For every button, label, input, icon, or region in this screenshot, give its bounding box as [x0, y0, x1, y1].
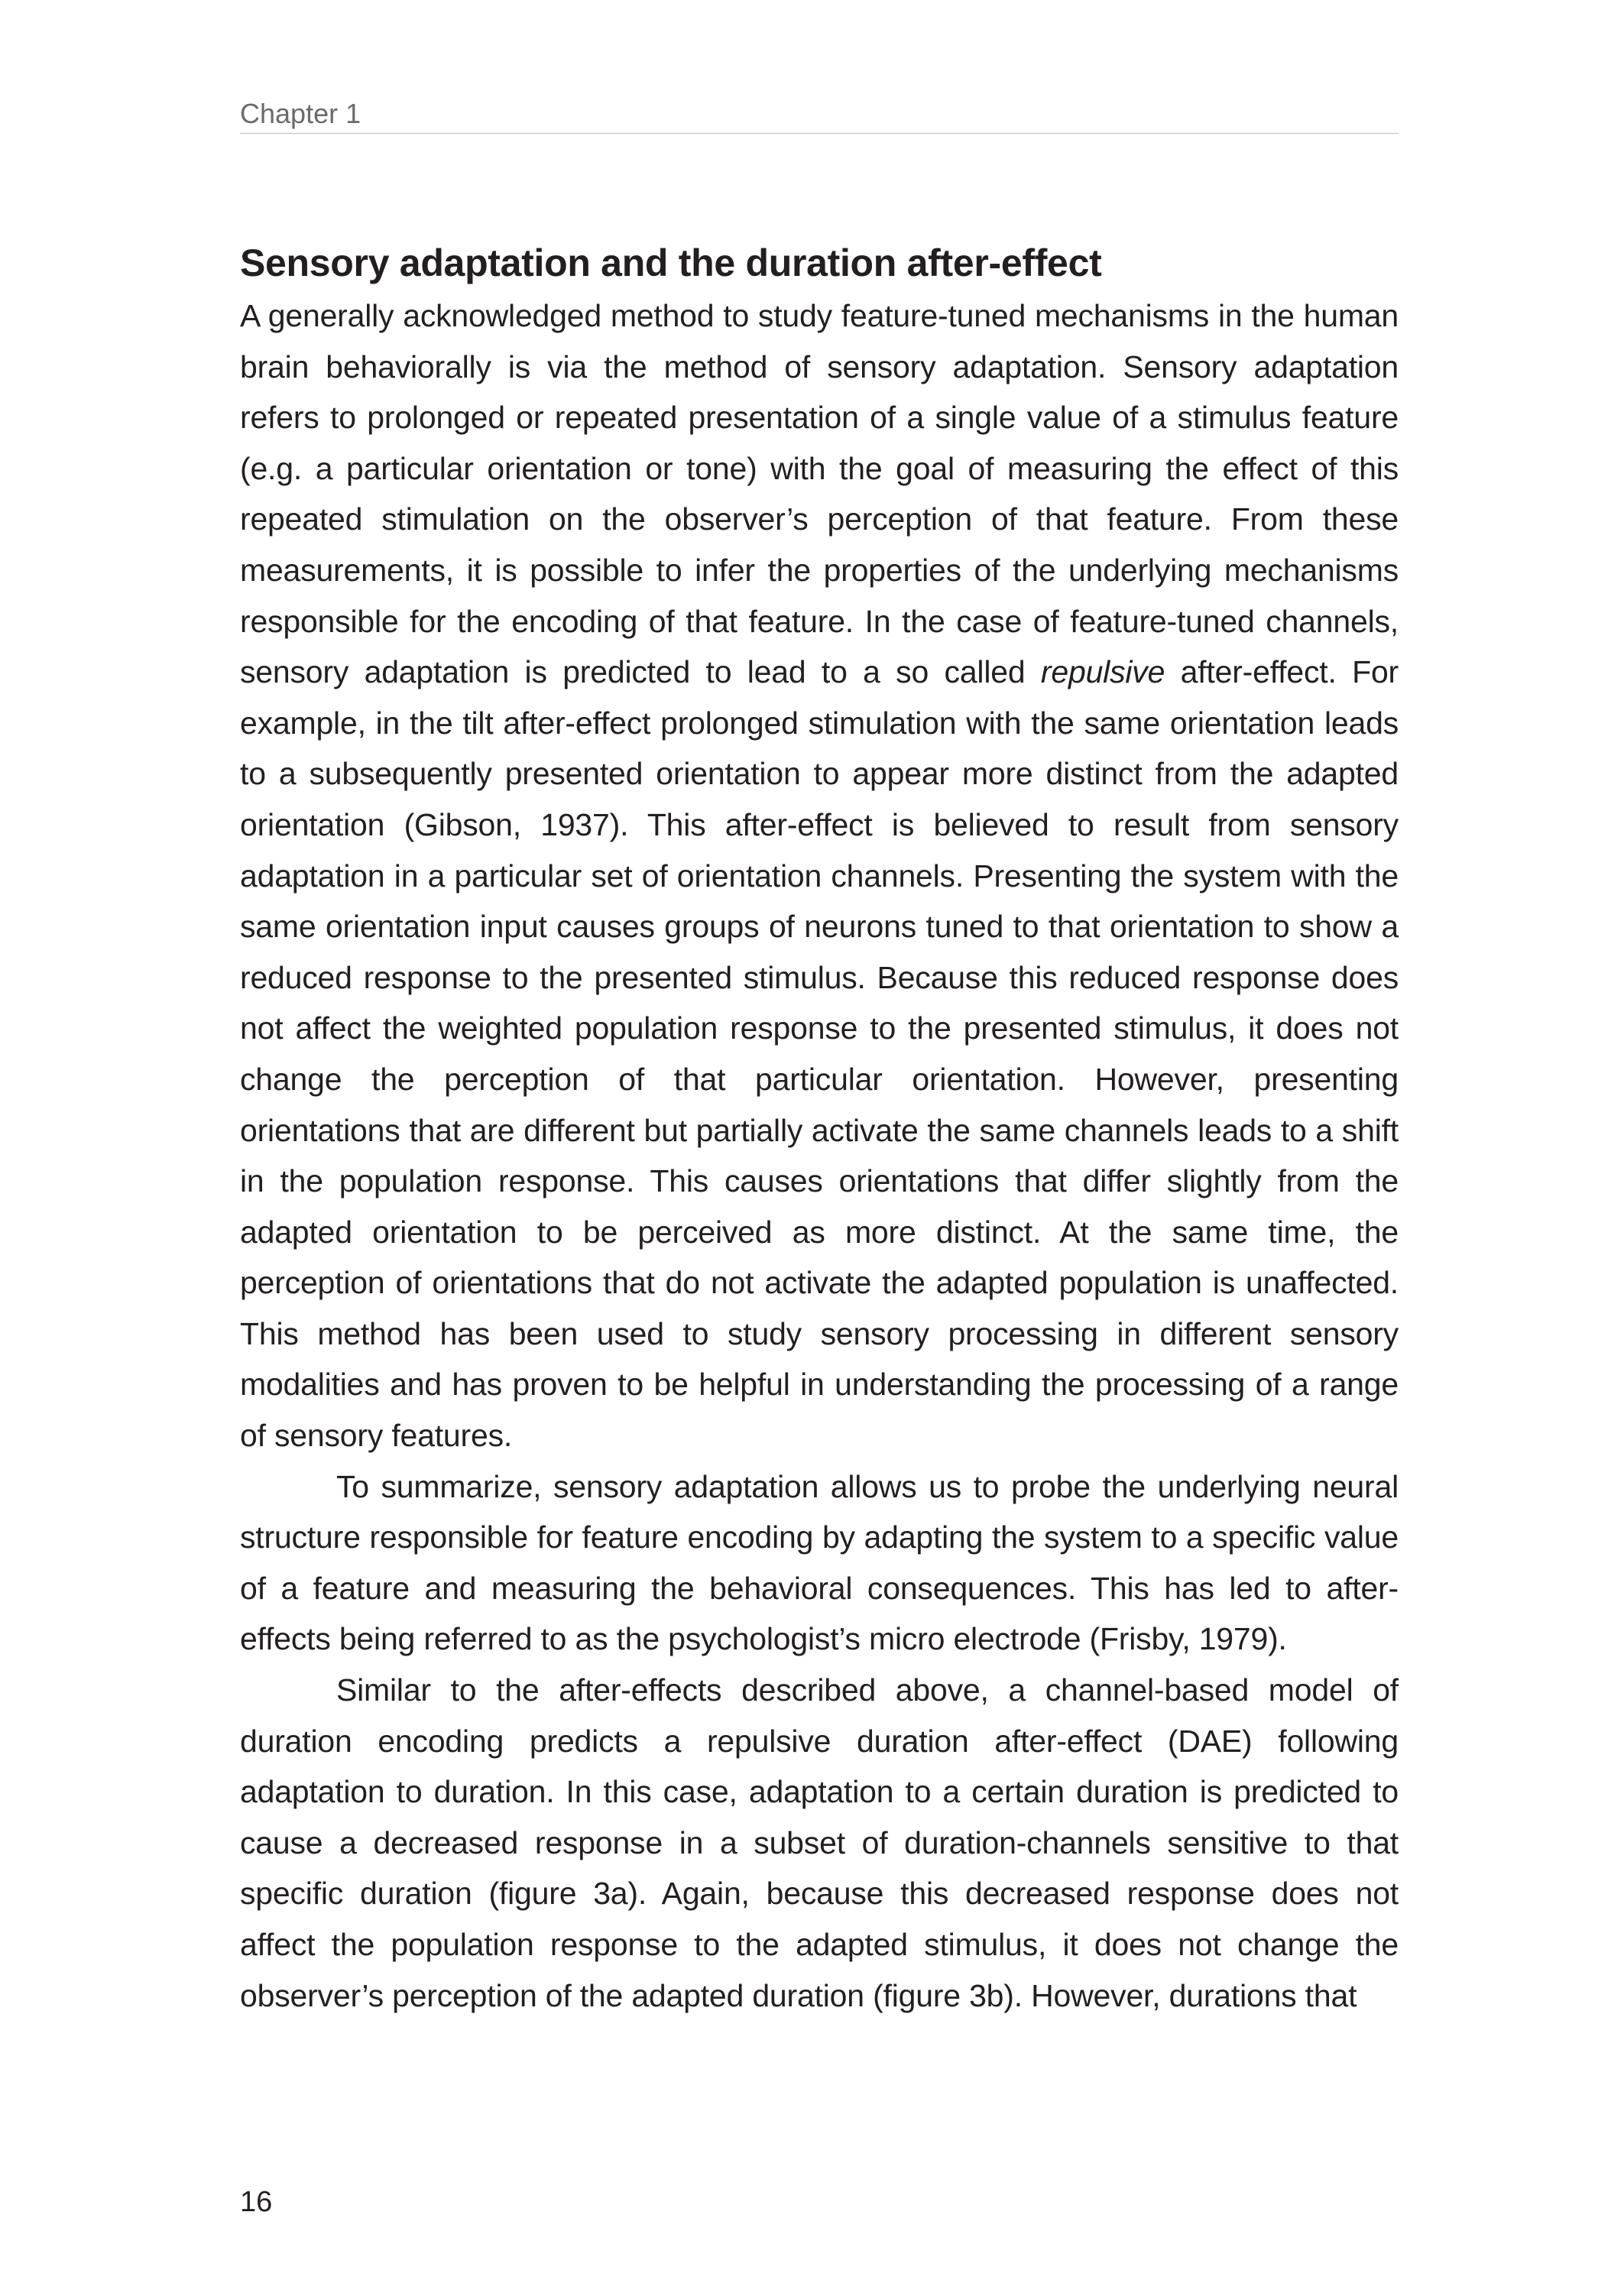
paragraph-1-italic-term: repulsive: [1040, 654, 1165, 690]
section-title: Sensory adaptation and the duration after-effect: [240, 242, 1102, 284]
paragraph-1-text-a: A generally acknowledged method to study feature-tuned mechanisms in the human brain behaviorally is via the method of sensory adaptation. Sensory adaptation refers to prolonged or repeated presentation of a single value of a stimulus feature (e.g. a particular orientation or tone) with the goal of measuring the effect of this repeated stimulation on the observer’s perception of that feature. From these measurements, it is possible to infer the properties of the underlying mechanisms responsible for the encoding of that feature. In the case of feature-tuned channels, sensory adaptation is predicted to lead to a so called: [240, 298, 1399, 690]
chapter-label: Chapter 1: [240, 98, 361, 129]
page-body: [240, 235, 1399, 2021]
paragraph-1-text-b: after-effect. For example, in the tilt after-effect prolonged stimulation with the same orientation leads to a subsequently presented orientation to appear more distinct from the adapted orientation (Gibson, 1937). This after-effect is believed to result from sensory adaptation in a particular set of orientation channels. Presenting the system with the same orientation input causes groups of neurons tuned to that orientation to show a reduced response to the presented stimulus. Because this reduced response does not affect the weighted population response to the presented stimulus, it does not change the perception of that particular orientation. However, presenting orientations that are different but partially activate the same channels leads to a shift in the population response. This causes orientations that differ slightly from the adapted orientation to be perceived as more distinct. At the same time, the perception of orientations that do not activate the adapted population is unaffected. This method has been used to study sensory processing in different sensory modalities and has proven to be helpful in understanding the processing of a range of sensory features.: [240, 654, 1399, 1454]
running-head: [240, 95, 1399, 134]
paragraph-3: Similar to the after-effects described above, a channel-based model of duration encoding predicts a repulsive duration after-effect (DAE) following adaptation to duration. In this case, adaptation to a certain duration is predicted to cause a decreased response in a subset of duration-channels sensitive to that specific duration (figure 3a). Again, because this decreased response does not affect the population response to the adapted stimulus, it does not change the observer’s perception of the adapted duration (figure 3b). However, durations that: [240, 1672, 1399, 2013]
paragraph-2: To summarize, sensory adaptation allows us to probe the underlying neural structure responsible for feature encoding by adapting the system to a specific value of a feature and measuring the behavioral consequences. This has led to after-effects being referred to as the psychologist’s micro electrode (Frisby, 1979).: [240, 1468, 1399, 1657]
paragraph-1: [240, 290, 1399, 1461]
page-number: 16: [240, 2186, 273, 2218]
